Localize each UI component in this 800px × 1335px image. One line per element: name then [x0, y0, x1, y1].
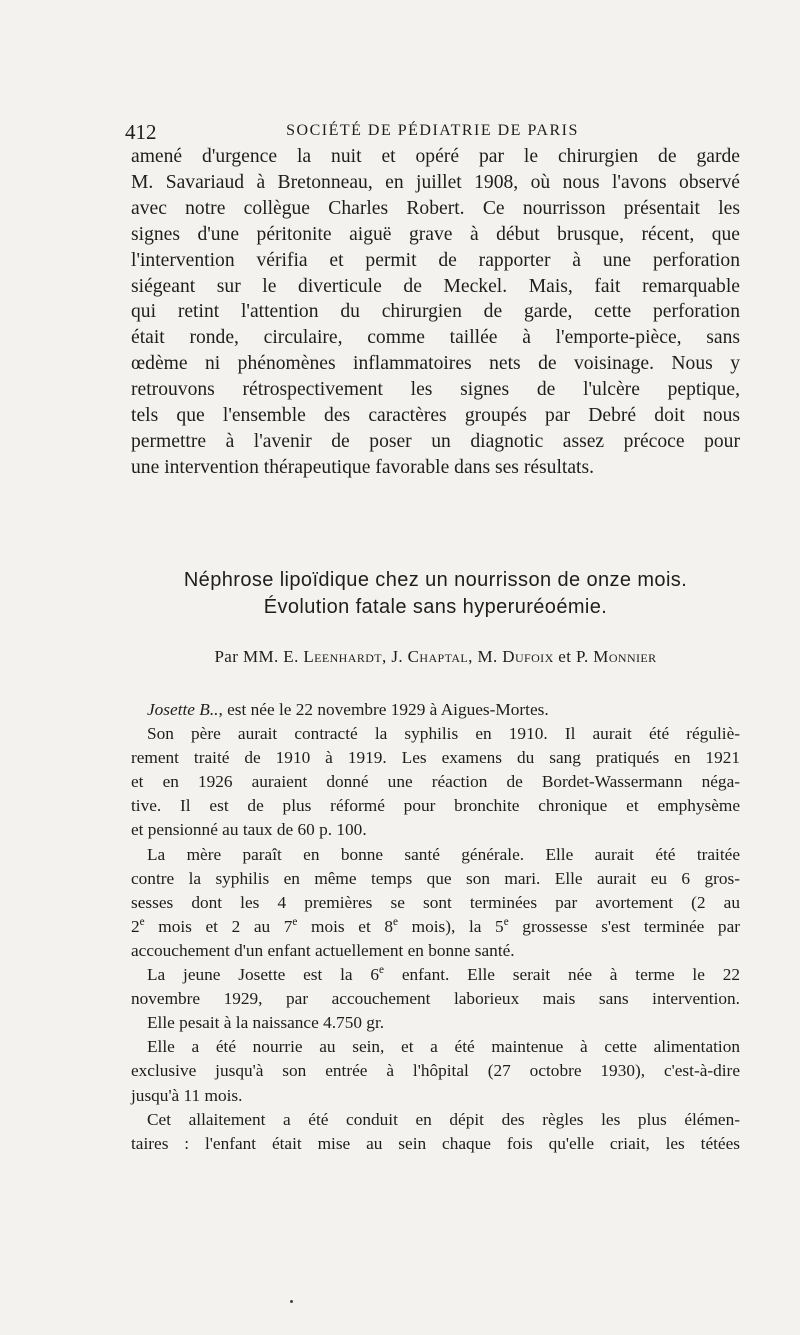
- authors-separator: , J.: [382, 647, 408, 666]
- text-line: jusqu'à 11 mois.: [131, 1085, 243, 1105]
- text-fragment: La jeune Josette est la 6: [147, 965, 380, 985]
- text-fragment: , est née le 22 novembre 1929 à Aigues-Mortes.: [218, 700, 549, 719]
- authors-separator: et P.: [553, 647, 594, 666]
- superscript: e: [379, 964, 385, 977]
- text-line: contre la syphilis en même temps que son mari. Elle aurait eu 6 gros-: [131, 868, 740, 888]
- text-line: avec notre collègue Charles Robert. Ce nourrisson présentait les: [131, 197, 740, 219]
- text-line: siégeant sur le diverticule de Meckel. Mais, fait remarquable: [131, 275, 740, 297]
- article-title-line1: Néphrose lipoïdique chez un nourrisson de onze mois.: [183, 569, 688, 591]
- text-fragment: enfant. Elle serait née à terme le 22: [384, 965, 740, 985]
- text-line: M. Savariaud à Bretonneau, en juillet 1908, où nous l'avons observé: [131, 171, 740, 193]
- superscript: e: [292, 916, 298, 929]
- text-fragment: 2: [131, 916, 140, 936]
- patient-name: Josette B..: [147, 700, 219, 719]
- text-line: [131, 963, 740, 987]
- text-line: une intervention thérapeutique favorable dans ses résultats.: [131, 456, 595, 478]
- article-authors: [131, 647, 740, 667]
- text-line: retrouvons rétrospectivement les signes de l'ulcère peptique,: [131, 379, 740, 401]
- superscript: e: [393, 916, 399, 929]
- text-fragment: mois), la 5: [398, 916, 504, 936]
- text-line: [131, 915, 740, 939]
- text-line: Elle a été nourrie au sein, et a été maintenue à cette alimentation: [147, 1037, 740, 1057]
- text-line: exclusive jusqu'à son entrée à l'hôpital (27 octobre 1930), c'est-à-dire: [131, 1061, 740, 1081]
- text-fragment: mois et 2 au 7: [144, 916, 293, 936]
- text-line: était ronde, circulaire, comme taillée à l'emporte-pièce, sans: [131, 327, 740, 349]
- page-header: [125, 120, 740, 146]
- previous-case-paragraph: [131, 144, 740, 481]
- text-line: novembre 1929, par accouchement laborieux mais sans intervention.: [131, 989, 740, 1009]
- text-line: et en 1926 auraient donné une réaction de Bordet-Wassermann néga-: [131, 772, 740, 792]
- authors-prefix: Par MM. E.: [214, 647, 304, 666]
- author-name: Leenhardt: [303, 647, 383, 666]
- page-number: 412: [125, 120, 157, 144]
- text-line: Elle pesait à la naissance 4.750 gr.: [147, 1013, 385, 1033]
- text-line: Cet allaitement a été conduit en dépit des règles les plus élémen-: [147, 1109, 740, 1129]
- superscript: e: [139, 916, 145, 929]
- text-line: amené d'urgence la nuit et opéré par le chirurgien de garde: [131, 146, 740, 167]
- article-title-line2: Évolution fatale sans hyperuréoémie.: [263, 596, 608, 618]
- paper-speck: [290, 1300, 293, 1303]
- text-line: [131, 698, 740, 722]
- text-line: œdème ni phénomènes inflammatoires nets de voisinage. Nous y: [131, 353, 740, 375]
- text-line: rement traité de 1910 à 1919. Les examens du sang pratiqués en 1921: [131, 748, 740, 768]
- author-name: Chaptal: [407, 647, 469, 666]
- superscript: e: [503, 916, 509, 929]
- text-line: La mère paraît en bonne santé générale. Elle aurait été traitée: [147, 844, 740, 864]
- text-line: tels que l'ensemble des caractères groupés par Debré doit nous: [131, 405, 740, 427]
- text-fragment: grossesse s'est terminée par: [508, 916, 740, 936]
- author-name: Monnier: [593, 647, 657, 666]
- text-fragment: mois et 8: [297, 916, 394, 936]
- authors-separator: , M.: [468, 647, 503, 666]
- text-line: sesses dont les 4 premières se sont terminées par avortement (2 au: [131, 892, 740, 912]
- text-line: taires : l'enfant était mise au sein chaque fois qu'elle criait, les tétées: [131, 1133, 740, 1153]
- text-line: tive. Il est de plus réformé pour bronchite chronique et emphysème: [131, 796, 740, 816]
- text-line: l'intervention vérifia et permit de rapporter à une perforation: [131, 249, 740, 271]
- text-line: signes d'une péritonite aiguë grave à début brusque, récent, que: [131, 223, 740, 245]
- running-title: SOCIÉTÉ DE PÉDIATRIE DE PARIS: [286, 122, 579, 139]
- text-line: accouchement d'un enfant actuellement en bonne santé.: [131, 940, 515, 960]
- text-line: Son père aurait contracté la syphilis en 1910. Il aurait été réguliè-: [147, 724, 740, 744]
- text-line: et pensionné au taux de 60 p. 100.: [131, 820, 367, 840]
- author-name: Dufoix: [502, 647, 554, 666]
- text-line: qui retint l'attention du chirurgien de garde, cette perforation: [131, 301, 740, 323]
- case-report-body: [131, 698, 740, 1156]
- text-line: permettre à l'avenir de poser un diagnotic assez précoce pour: [131, 430, 740, 452]
